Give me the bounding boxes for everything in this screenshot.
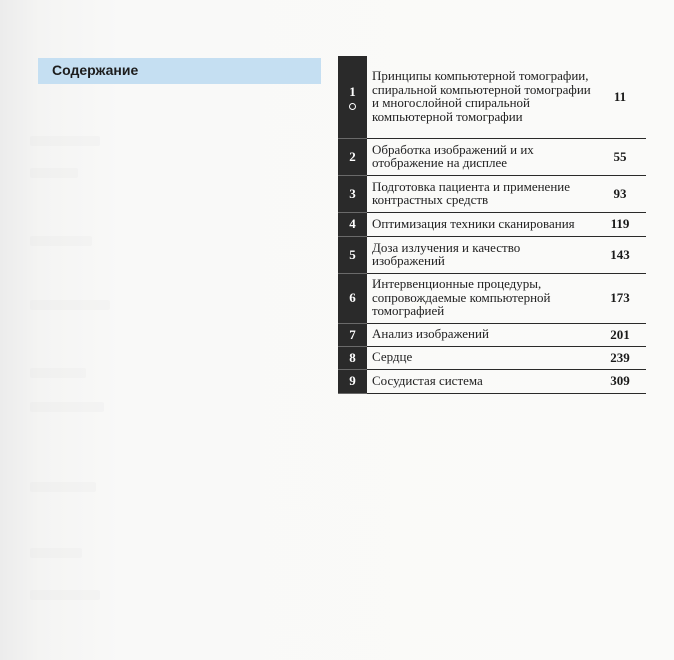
chapter-title: Анализ изображений — [367, 323, 600, 346]
chapter-number: 6 — [349, 290, 356, 305]
chapter-number: 5 — [349, 246, 356, 262]
contents-header — [38, 58, 321, 84]
show-through-line — [30, 300, 110, 310]
chapter-number: 2 — [349, 148, 356, 164]
chapter-number-cell — [338, 273, 367, 323]
toc-row[interactable] — [338, 346, 646, 369]
chapter-page: 93 — [600, 175, 646, 212]
toc-row[interactable] — [338, 56, 646, 138]
show-through-line — [30, 590, 100, 600]
chapter-number-cell — [338, 175, 367, 212]
chapter-title: Оптимизация техники сканирования — [367, 212, 600, 236]
toc-row[interactable] — [338, 138, 646, 175]
chapter-number: 9 — [349, 373, 356, 388]
chapter-page: 143 — [600, 236, 646, 273]
show-through-line — [30, 548, 82, 558]
show-through-line — [30, 136, 100, 146]
chapter-number-cell — [338, 346, 367, 369]
chapter-number: 8 — [349, 349, 356, 365]
chapter-number-cell — [338, 138, 367, 175]
chapter-number: 3 — [349, 185, 356, 201]
show-through-line — [30, 402, 104, 412]
chapter-title: Обработка изображений и их отображение на дисплее — [367, 138, 600, 175]
chapter-page: 309 — [600, 369, 646, 393]
toc-row[interactable] — [338, 369, 646, 393]
chapter-number: 4 — [349, 216, 356, 231]
chapter-title: Сердце — [367, 346, 600, 369]
toc-row[interactable] — [338, 323, 646, 346]
toc-row[interactable] — [338, 273, 646, 323]
toc-row[interactable] — [338, 212, 646, 236]
chapter-page: 55 — [600, 138, 646, 175]
contents-title: Содержание — [52, 62, 139, 78]
toc-row[interactable] — [338, 175, 646, 212]
chapter-title: Доза излучения и качество изображений — [367, 236, 600, 273]
chapter-number-cell — [338, 236, 367, 273]
chapter-page: 11 — [600, 56, 646, 138]
chapter-number-cell — [338, 212, 367, 236]
show-through-line — [30, 482, 96, 492]
chapter-title: Принципы компьютерной томографии, спиральной компьютерной томографии и многослойной спиральной компьютерной томографии — [367, 56, 600, 138]
chapter-page: 201 — [600, 323, 646, 346]
chapter-number-cell — [338, 323, 367, 346]
show-through-line — [30, 236, 92, 246]
show-through-line — [30, 368, 86, 378]
chapter-page: 173 — [600, 273, 646, 323]
chapter-number-cell — [338, 369, 367, 393]
chapter-title: Интервенционные процедуры, сопровождаемые компьютерной томографией — [367, 273, 600, 323]
chapter-number: 1 — [349, 83, 356, 99]
toc-row[interactable] — [338, 236, 646, 273]
chapter-page: 239 — [600, 346, 646, 369]
current-chapter-marker-icon — [349, 103, 356, 110]
show-through-line — [30, 168, 78, 178]
chapter-title: Подготовка пациента и применение контрастных средств — [367, 175, 600, 212]
table-of-contents — [338, 56, 646, 394]
chapter-title: Сосудистая система — [367, 369, 600, 393]
chapter-number: 7 — [349, 326, 356, 342]
chapter-page: 119 — [600, 212, 646, 236]
chapter-number-cell — [338, 56, 367, 138]
